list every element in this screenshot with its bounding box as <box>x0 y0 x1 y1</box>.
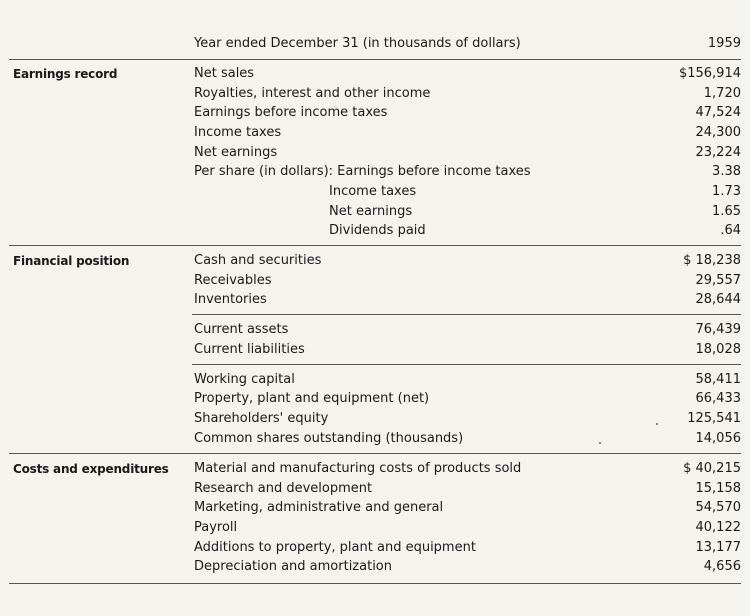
row-label: Inventories <box>194 292 267 307</box>
row-label: Additions to property, plant and equipment <box>194 540 476 555</box>
bottom-rule <box>9 583 741 584</box>
row-label: Payroll <box>194 520 238 535</box>
row-label: Dividends paid <box>329 223 426 238</box>
row-value: 15,158 <box>695 481 741 496</box>
row-label: Current assets <box>194 322 289 337</box>
row-value: 28,644 <box>695 292 741 307</box>
row-value: 76,439 <box>695 322 741 337</box>
subtotal-rule <box>192 364 741 365</box>
year-column-header: 1959 <box>707 36 741 51</box>
row-label: Net sales <box>194 66 255 81</box>
row-label: Income taxes <box>329 184 417 199</box>
header-rule <box>9 59 741 60</box>
row-value: 13,177 <box>695 540 741 555</box>
row-label: Net earnings <box>194 145 278 160</box>
row-label: Marketing, administrative and general <box>194 500 444 515</box>
row-label: Research and development <box>194 481 373 496</box>
row-label: Property, plant and equipment (net) <box>194 391 430 406</box>
section-title-financial-position: Financial position <box>13 254 130 268</box>
row-label: Material and manufacturing costs of products sold <box>194 461 522 476</box>
print-speck <box>656 423 658 425</box>
row-value: 24,300 <box>695 125 741 140</box>
section-rule <box>9 453 741 454</box>
row-label: Per share (in dollars): Earnings before income taxes <box>194 164 531 179</box>
row-value: 66,433 <box>695 391 741 406</box>
row-label: Income taxes <box>194 125 282 140</box>
row-label: Earnings before income taxes <box>194 105 388 120</box>
row-value: $ 40,215 <box>683 461 741 476</box>
row-value: .64 <box>720 223 741 238</box>
row-label: Receivables <box>194 273 272 288</box>
row-value: 125,541 <box>687 411 741 426</box>
row-label: Common shares outstanding (thousands) <box>194 431 464 446</box>
row-value: 23,224 <box>695 145 741 160</box>
row-value: 58,411 <box>695 372 741 387</box>
section-rule <box>9 245 741 246</box>
row-value: 1,720 <box>703 86 741 101</box>
row-label: Working capital <box>194 372 295 387</box>
row-value: 54,570 <box>695 500 741 515</box>
row-label: Royalties, interest and other income <box>194 86 431 101</box>
row-value: 47,524 <box>695 105 741 120</box>
row-value: 18,028 <box>695 342 741 357</box>
row-value: $ 18,238 <box>683 253 741 268</box>
row-label: Net earnings <box>329 204 413 219</box>
row-label: Current liabilities <box>194 342 305 357</box>
row-value: 14,056 <box>695 431 741 446</box>
row-value: 1.73 <box>712 184 741 199</box>
print-speck <box>599 442 601 444</box>
row-value: 1.65 <box>712 204 741 219</box>
row-value: 3.38 <box>712 164 741 179</box>
row-value: 29,557 <box>695 273 741 288</box>
row-value: $156,914 <box>678 66 741 81</box>
subtotal-rule <box>192 314 741 315</box>
section-title-costs-and-expenditures: Costs and expenditures <box>13 462 169 476</box>
row-label: Depreciation and amortization <box>194 559 392 574</box>
row-label: Shareholders' equity <box>194 411 329 426</box>
table-caption: Year ended December 31 (in thousands of dollars) <box>194 36 521 51</box>
section-title-earnings-record: Earnings record <box>13 67 118 81</box>
row-label: Cash and securities <box>194 253 322 268</box>
row-value: 4,656 <box>703 559 741 574</box>
row-value: 40,122 <box>695 520 741 535</box>
